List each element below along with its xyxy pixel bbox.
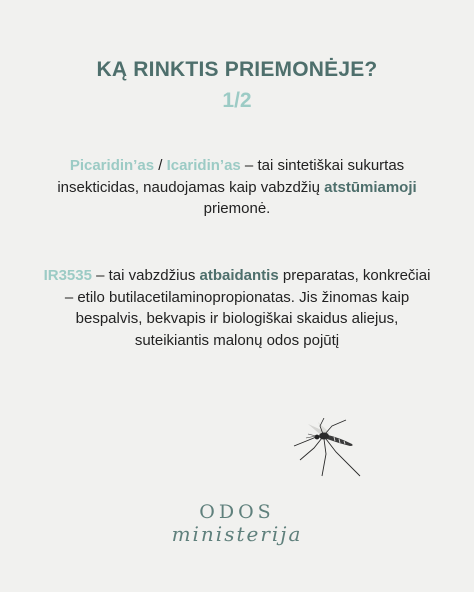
brand-logo-line2: ministerija: [171, 522, 303, 546]
picaridin-text-2: priemonė.: [203, 200, 271, 217]
icaridin-term: Icaridin’as: [166, 157, 241, 174]
page-indicator: 1/2: [222, 89, 252, 112]
picaridin-term: Picaridin’as: [69, 157, 155, 174]
ir3535-text-2: preparatas, konkrečiai – etilo butilacetilaminopropionatas. Jis žinomas kaip bespalvis, bekvapis ir biologiškai skaidus aliejus, suteikiantis malonų odos pojūtį: [64, 267, 431, 349]
mosquito-illustration: [288, 418, 368, 482]
picaridin-emphasis: atstūmiamoji: [324, 178, 417, 196]
picaridin-text-1: – tai sintetiškai sukurtas insekticidas, naudojamas kaip vabzdžių: [57, 157, 405, 196]
ir3535-text-1: – tai vabzdžius: [91, 267, 200, 284]
ir3535-paragraph: [40, 265, 434, 351]
picaridin-paragraph: [40, 155, 434, 220]
ir3535-term: IR3535: [43, 267, 92, 284]
ir3535-emphasis: atbaidantis: [199, 267, 279, 284]
brand-logo-line1: ODOS: [199, 501, 275, 523]
term-separator: /: [154, 157, 167, 174]
page-title: KĄ RINKTIS PRIEMONĖJE?: [96, 58, 378, 81]
